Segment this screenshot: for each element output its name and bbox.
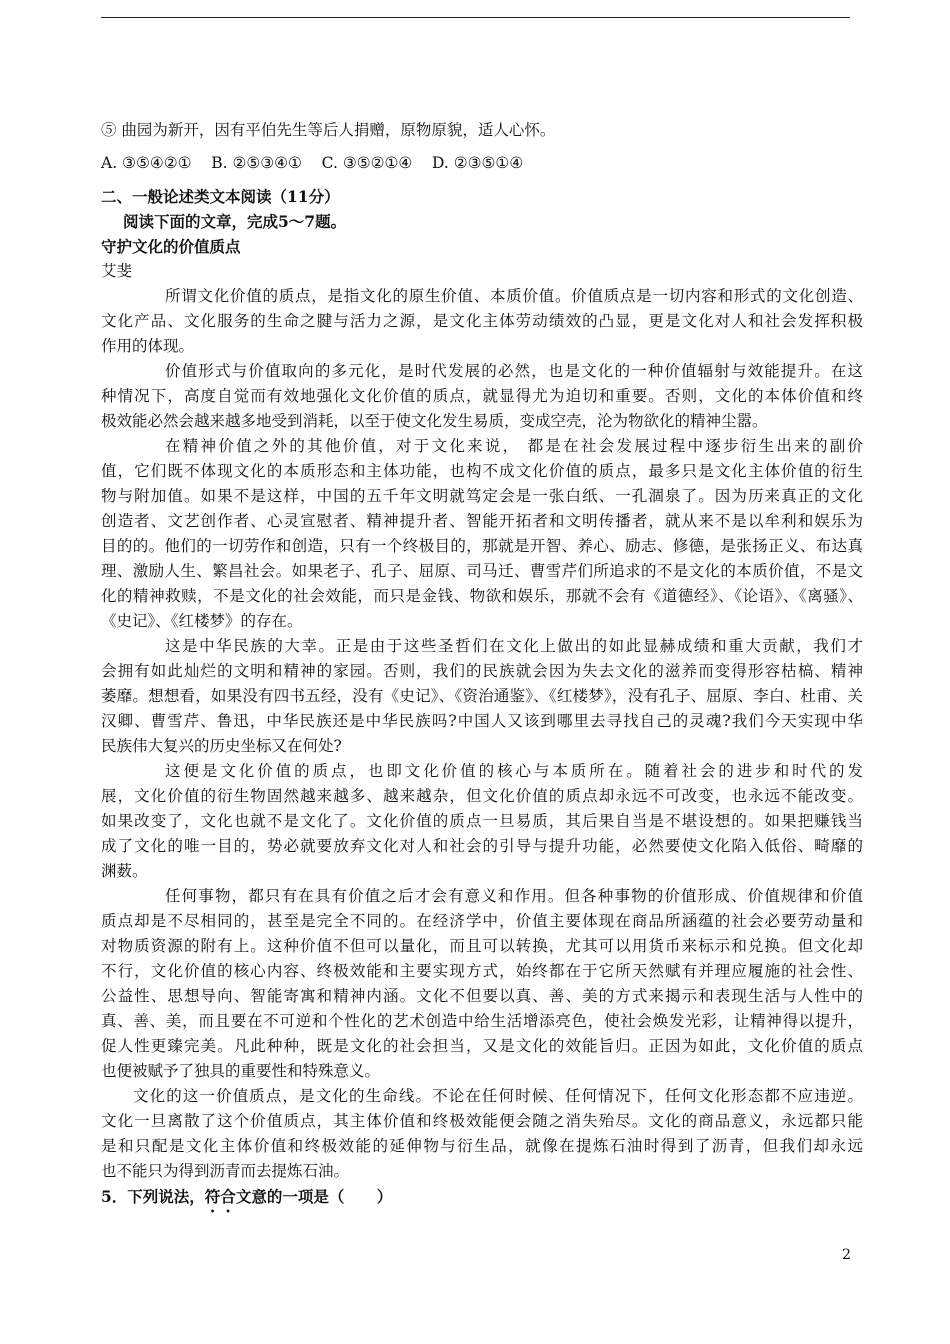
article-paragraph <box>101 284 863 359</box>
article-paragraph <box>101 359 863 434</box>
page-number: 2 <box>842 1247 851 1263</box>
question-5-post: 文意的一项是（ ） <box>235 1187 393 1206</box>
question-5-emphasis: 符合 <box>204 1187 236 1206</box>
article-paragraph <box>101 434 863 634</box>
article-paragraph <box>101 634 863 759</box>
paragraph-line: 《史记》、《红楼梦》的存在。 <box>101 612 303 630</box>
article-paragraph <box>101 884 863 1084</box>
paragraph-line: 在精神价值之外的其他价值，对于文化来说， 都是在社会发展过程中逐步衍生出来的副价 <box>165 437 863 455</box>
paragraph-line: 这便是文化价值的质点，也即文化价值的核心与本质所在。随着社会的进步和时代的发 <box>165 762 863 780</box>
paragraph-line: 成了文化的唯一目的，势必就要放弃文化对人和社会的引导与提升功能，必然要使文化陷入低俗、畸靡的 <box>101 837 863 855</box>
paragraph-line: 公益性、思想导向、智能寄寓和精神内涵。文化不但要以真、善、美的方式来揭示和表现生活与人性中的 <box>101 987 863 1005</box>
paragraph-line: 所谓文化价值的质点，是指文化的原生价值、本质价值。价值质点是一切内容和形式的文化创造、 <box>165 287 863 305</box>
paragraph-line: 如果改变了，文化也就不是文化了。文化价值的质点一旦易质，其后果自当是不堪设想的。如果把赚钱当 <box>101 812 863 830</box>
paragraph-line: 是和只配是文化主体价值和终极效能的延伸物与衍生品，就像在提炼石油时得到了沥青，但我们却永远 <box>101 1137 863 1155</box>
document-page <box>101 118 863 1209</box>
paragraph-line: 文化一旦离散了这个价值质点，其主体价值和终极效能便会随之消失殆尽。文化的商品意义，永远都只能 <box>101 1112 863 1130</box>
paragraph-line: 也便被赋予了独具的重要性和特殊意义。 <box>101 1062 381 1080</box>
article-body <box>101 284 863 1184</box>
paragraph-line: 对物质资源的附有上。这种价值不但可以量化，而且可以转换，尤其可以用货币来标示和兑换。但文化却 <box>101 937 863 955</box>
question-5-pre: 5．下列说法， <box>101 1187 205 1206</box>
paragraph-line: 物与附加值。如果不是这样，中国的五千年文明就笃定会是一张白纸、一孔涸泉了。因为历来真正的文化 <box>101 487 863 505</box>
article-paragraph <box>101 1084 863 1184</box>
paragraph-line: 萎靡。想想看，如果没有四书五经，没有《史记》、《资治通鉴》、《红楼梦》，没有孔子、屈原、李白、杜甫、关 <box>101 687 863 705</box>
paragraph-line: 也不能只为得到沥青而去提炼石油。 <box>101 1162 350 1180</box>
paragraph-line: 理、激励人生、繁昌社会。如果老子、孔子、屈原、司马迁、曹雪芹们所追求的不是文化的本质价值，不是文 <box>101 562 863 580</box>
paragraph-line: 这是中华民族的大幸。正是由于这些圣哲们在文化上做出的如此显赫成绩和重大贡献，我们才 <box>165 637 863 655</box>
paragraph-line: 作用的体现。 <box>101 337 195 355</box>
paragraph-line: 汉卿、曹雪芹、鲁迅，中华民族还是中华民族吗?中国人又该到哪里去寻找自己的灵魂?我们今天实现中华 <box>101 712 863 730</box>
paragraph-line: 促人性更臻完美。凡此种种，既是文化的社会担当，又是文化的效能旨归。正因为如此，文化价值的质点 <box>101 1037 863 1055</box>
paragraph-line: 目的的。他们的一切劳作和创造，只有一个终极目的，那就是开智、养心、励志、修德，是张扬正义、布达真 <box>101 537 863 555</box>
section-heading: 二、一般论述类文本阅读（11分） <box>101 187 340 206</box>
article-author: 艾斐 <box>101 262 133 280</box>
paragraph-line: 渊薮。 <box>101 862 148 880</box>
paragraph-line: 展，文化价值的衍生物固然越来越多、越来越杂，但文化价值的质点却永远不可改变，也永远不能改变。 <box>101 787 863 805</box>
reading-instruction: 阅读下面的文章，完成5～7题。 <box>123 212 347 231</box>
answer-options: A. ③⑤④②① B. ②⑤③④① C. ③⑤②①④ D. ②③⑤①④ <box>101 154 524 172</box>
paragraph-line: 价值形式与价值取向的多元化，是时代发展的必然，也是文化的一种价值辐射与效能提升。在这 <box>165 362 863 380</box>
article-title: 守护文化的价值质点 <box>101 237 241 256</box>
paragraph-line: 真、善、美，而且要在不可逆和个性化的艺术创造中给生活增添亮色，使社会焕发光彩，让精神得以提升， <box>101 1012 863 1030</box>
header-rule <box>101 17 850 18</box>
article-paragraph <box>101 759 863 884</box>
paragraph-line: 任何事物，都只有在具有价值之后才会有意义和作用。但各种事物的价值形成、价值规律和价值 <box>165 887 863 905</box>
paragraph-line: 值，它们既不体现文化的本质形态和主体功能，也构不成文化价值的质点，最多只是文化主体价值的衍生 <box>101 462 863 480</box>
paragraph-line: 文化产品、文化服务的生命之腱与活力之源，是文化主体劳动绩效的凸显，更是文化对人和社会发挥积极 <box>101 312 863 330</box>
question-5 <box>101 1184 863 1209</box>
paragraph-line: 不行，文化价值的核心内容、终极效能和主要实现方式，始终都在于它所天然赋有并理应履施的社会性、 <box>101 962 863 980</box>
paragraph-line: 种情况下，高度自觉而有效地强化文化价值的质点，就显得尤为迫切和重要。否则，文化的本体价值和终 <box>101 387 863 405</box>
paragraph-line: 化的精神救赎，不是文化的社会效能，而只是金钱、物欲和娱乐，那就不会有《道德经》、《论语》、《离骚》、 <box>101 587 863 605</box>
paragraph-line: 文化的这一价值质点，是文化的生命线。不论在任何时候、任何情况下，任何文化形态都不应违逆。 <box>133 1087 863 1105</box>
paragraph-line: 极效能必然会越来越多地受到消耗，以至于使文化发生易质，变成空壳，沦为物欲化的精神尘嚣。 <box>101 412 768 430</box>
paragraph-line: 质点却是不尽相同的，甚至是完全不同的。在经济学中，价值主要体现在商品所涵蕴的社会必要劳动量和 <box>101 912 863 930</box>
paragraph-line: 民族伟大复兴的历史坐标又在何处? <box>101 737 342 755</box>
paragraph-line: 创造者、文艺创作者、心灵宣慰者、精神提升者、智能开拓者和文明传播者，就从来不是以牟利和娱乐为 <box>101 512 863 530</box>
prev-question-item: ⑤ 曲园为新开，因有平伯先生等后人捐赠，原物原貌，适人心怀。 <box>101 121 556 139</box>
paragraph-line: 会拥有如此灿烂的文明和精神的家园。否则，我们的民族就会因为失去文化的滋养而变得形容枯槁、精神 <box>101 662 863 680</box>
